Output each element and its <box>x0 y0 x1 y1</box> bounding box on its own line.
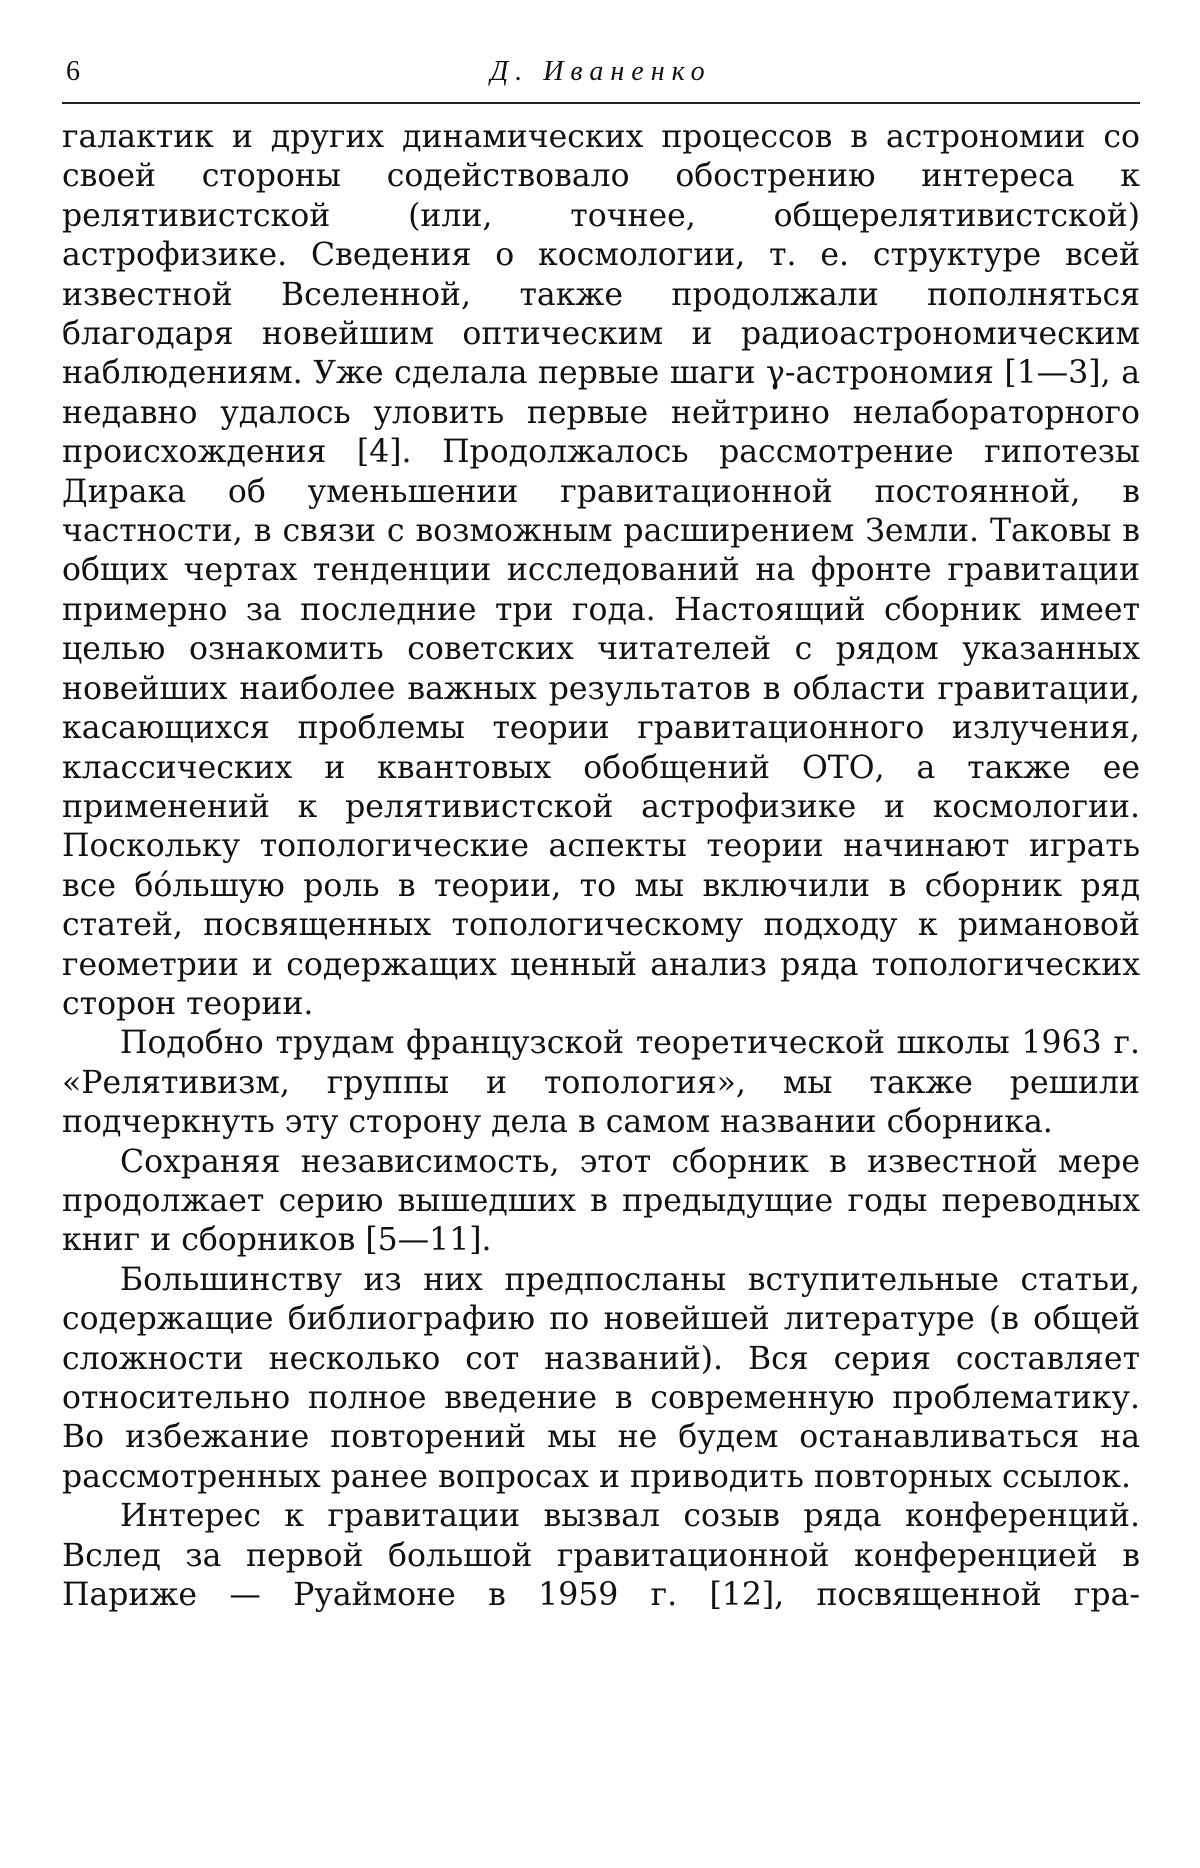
paragraph-4: Большинству из них предпосланы вступительные статьи, содержащие библиографию по новейшей литературе (в общей сложности несколько сот названий). Вся серия составляет относительно полное введение в современную проблематику. Во избежание повторений мы не будем останавливаться на рассмотренных ранее вопросах и приводить повторных ссылок. <box>62 1261 1140 1495</box>
book-page <box>62 50 1140 1615</box>
running-title: Д. Иваненко <box>490 56 712 87</box>
page-number: 6 <box>66 56 80 87</box>
running-header <box>62 50 1140 104</box>
paragraph-5: Интерес к гравитации вызвал созыв ряда конференций. Вслед за первой большой гравитационной конференцией в Париже — Руаймоне в 1959 г. [12], посвященной гра- <box>62 1498 1140 1614</box>
paragraph-3: Сохраняя независимость, этот сборник в известной мере продолжает серию вышедших в предыдущие годы переводных книг и сборников [5—11]. <box>62 1143 1140 1259</box>
paragraph-2: Подобно трудам французской теоретической школы 1963 г. «Релятивизм, группы и топология», мы также решили подчеркнуть эту сторону дела в самом названии сборника. <box>62 1025 1140 1141</box>
body-text <box>62 118 1140 1615</box>
paragraph-1: галактик и других динамических процессов в астрономии со своей стороны содействовало обострению интереса к релятивистской (или, точнее, общерелятивистской) астрофизике. Сведения о космологии, т. е. структуре всей известной Вселенной, также продолжали пополняться благодаря новейшим оптическим и радиоастрономическим наблюдениям. Уже сделала первые шаги γ-астрономия [1—3], а недавно удалось уловить первые нейтрино нелабораторного происхождения [4]. Продолжалось рассмотрение гипотезы Дирака об уменьшении гравитационной постоянной, в частности, в связи с возможным расширением Земли. Таковы в общих чертах тенденции исследований на фронте гравитации примерно за последние три года. Настоящий сборник имеет целью ознакомить советских читателей с рядом указанных новейших наиболее важных результатов в области гравитации, касающихся проблемы теории гравитационного излучения, классических и квантовых обобщений ОТО, а также ее применений к релятивистской астрофизике и космологии. Поскольку топологические аспекты теории начинают играть все бóльшую роль в теории, то мы включили в сборник ряд статей, посвященных топологическому подходу к римановой геометрии и содержащих ценный анализ ряда топологических сторон теории. <box>62 119 1140 1022</box>
